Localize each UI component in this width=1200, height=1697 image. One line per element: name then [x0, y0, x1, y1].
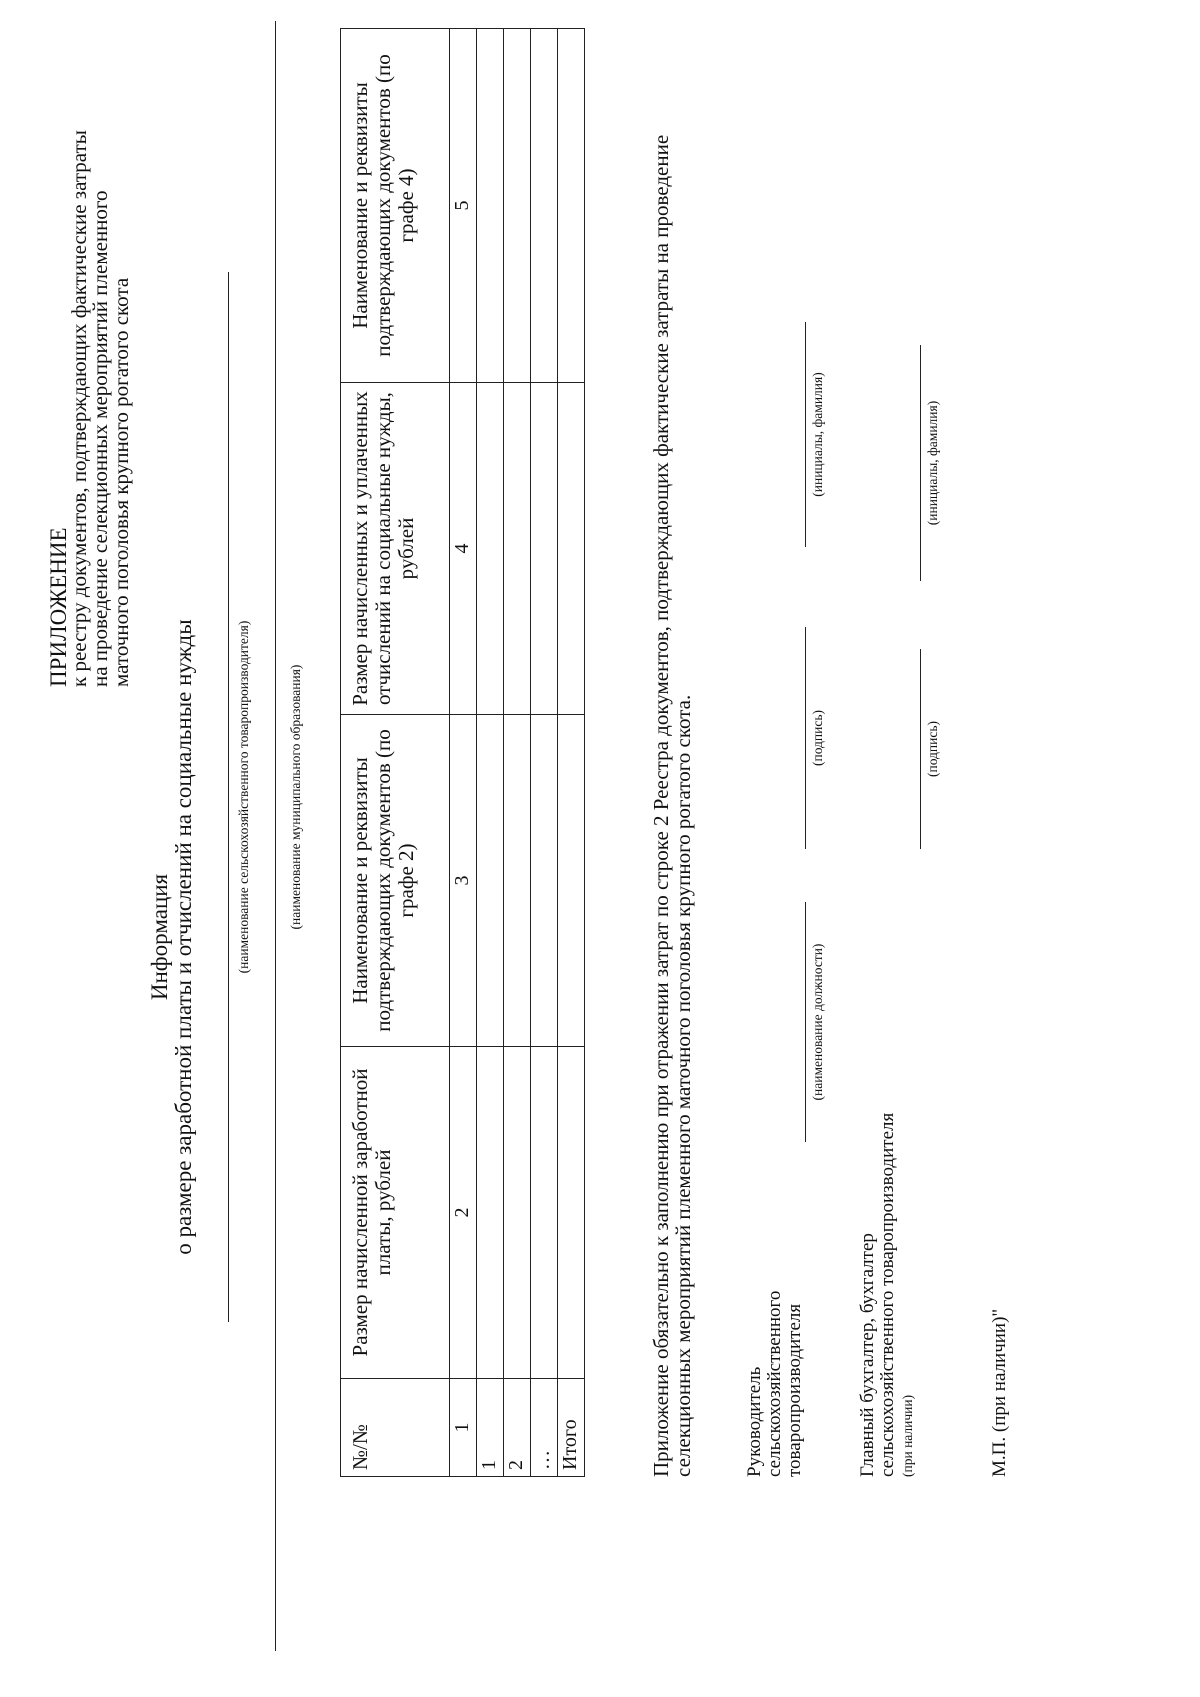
accountant-note: (при наличии) — [900, 1394, 915, 1477]
head-signature-caption: (подпись) — [810, 709, 825, 767]
social-cell — [531, 383, 558, 715]
salary-docs-cell — [477, 715, 504, 1047]
accountant-label — [858, 917, 918, 1477]
social-docs-cell — [558, 29, 585, 383]
column-number: 5 — [450, 29, 477, 383]
salary-docs-cell — [558, 715, 585, 1047]
appendix-line: на проведение селекционных мероприятий племенного — [88, 190, 112, 687]
head-name-line — [805, 322, 806, 547]
table-header-row — [341, 29, 450, 1477]
head-position-caption: (наименование должности) — [810, 943, 825, 1101]
head-label — [745, 1157, 805, 1477]
col-social-docs-header: Наименование и реквизиты подтверждающих документов (по графе 4) — [341, 29, 450, 383]
accountant-label-line: Главный бухгалтер, бухгалтер — [857, 1233, 878, 1477]
accountant-name-caption: (инициалы, фамилия) — [925, 400, 940, 526]
social-cell — [558, 383, 585, 715]
social-docs-cell — [477, 29, 504, 383]
table-row — [477, 29, 504, 1477]
heading-subtitle: о размере заработной платы и отчислений на социальные нужды — [171, 619, 196, 1255]
social-docs-cell — [531, 29, 558, 383]
col-salary-docs-header: Наименование и реквизиты подтверждающих документов (по графе 2) — [341, 715, 450, 1047]
appendix-title: ПРИЛОЖЕНИЕ — [46, 527, 71, 687]
row-number-cell: … — [531, 1379, 558, 1477]
head-label-line: Руководитель — [744, 1366, 765, 1477]
table-total-row — [558, 29, 585, 1477]
column-number: 3 — [450, 715, 477, 1047]
producer-caption: (наименование сельскохозяйственного товаропроизводителя) — [236, 620, 251, 974]
salary-cell — [531, 1047, 558, 1379]
total-label-cell: Итого — [558, 1379, 585, 1477]
social-cell — [504, 383, 531, 715]
social-docs-cell — [504, 29, 531, 383]
column-number: 1 — [450, 1379, 477, 1477]
appendix-line: к реестру документов, подтверждающих фактические затраты — [67, 130, 91, 687]
appendix-line: маточного поголовья крупного рогатого скота — [109, 277, 133, 687]
column-number: 2 — [450, 1047, 477, 1379]
col-social-header: Размер начисленных и уплаченных отчислений на социальные нужды, рублей — [341, 383, 450, 715]
head-label-line: сельскохозяйственного — [764, 1290, 785, 1477]
salary-cell — [558, 1047, 585, 1379]
col-salary-header: Размер начисленной заработной платы, рублей — [341, 1047, 450, 1379]
social-cell — [477, 383, 504, 715]
row-number-cell: 2 — [504, 1379, 531, 1477]
accountant-label-line: сельскохозяйственного товаропроизводителя — [877, 1112, 898, 1477]
column-number: 4 — [450, 383, 477, 715]
producer-name-line — [228, 272, 229, 1322]
col-number-header: №/№ — [341, 1379, 450, 1477]
accountant-name-line — [920, 345, 921, 581]
column-number-row — [450, 29, 477, 1477]
head-name-caption: (инициалы, фамилия) — [810, 372, 825, 497]
completion-note: Приложение обязательно к заполнению при отражении затрат по строке 2 Реестра документов, подтверждающих фактические затраты на проведение селекционных мероприятий племенного маточного поголовья крупного рогатого скота. — [649, 134, 695, 1477]
document-heading — [148, 557, 196, 1317]
salary-table — [340, 28, 585, 1477]
heading-title: Информация — [147, 873, 172, 1001]
row-number-cell: 1 — [477, 1379, 504, 1477]
table-row — [504, 29, 531, 1477]
accountant-signature-caption: (подпись) — [925, 720, 940, 778]
municipality-caption: (наименование муниципального образования) — [288, 664, 303, 930]
accountant-signature-line — [920, 649, 921, 849]
stamp-label: М.П. (при наличии)" — [989, 1308, 1010, 1477]
left-margin-rule — [275, 21, 276, 1651]
head-signature-line — [805, 627, 806, 849]
head-position-line — [805, 902, 806, 1142]
salary-docs-cell — [504, 715, 531, 1047]
appendix-block — [48, 47, 132, 687]
salary-cell — [477, 1047, 504, 1379]
head-label-line: товаропроизводителя — [784, 1303, 805, 1477]
salary-docs-cell — [531, 715, 558, 1047]
salary-cell — [504, 1047, 531, 1379]
table-row — [531, 29, 558, 1477]
